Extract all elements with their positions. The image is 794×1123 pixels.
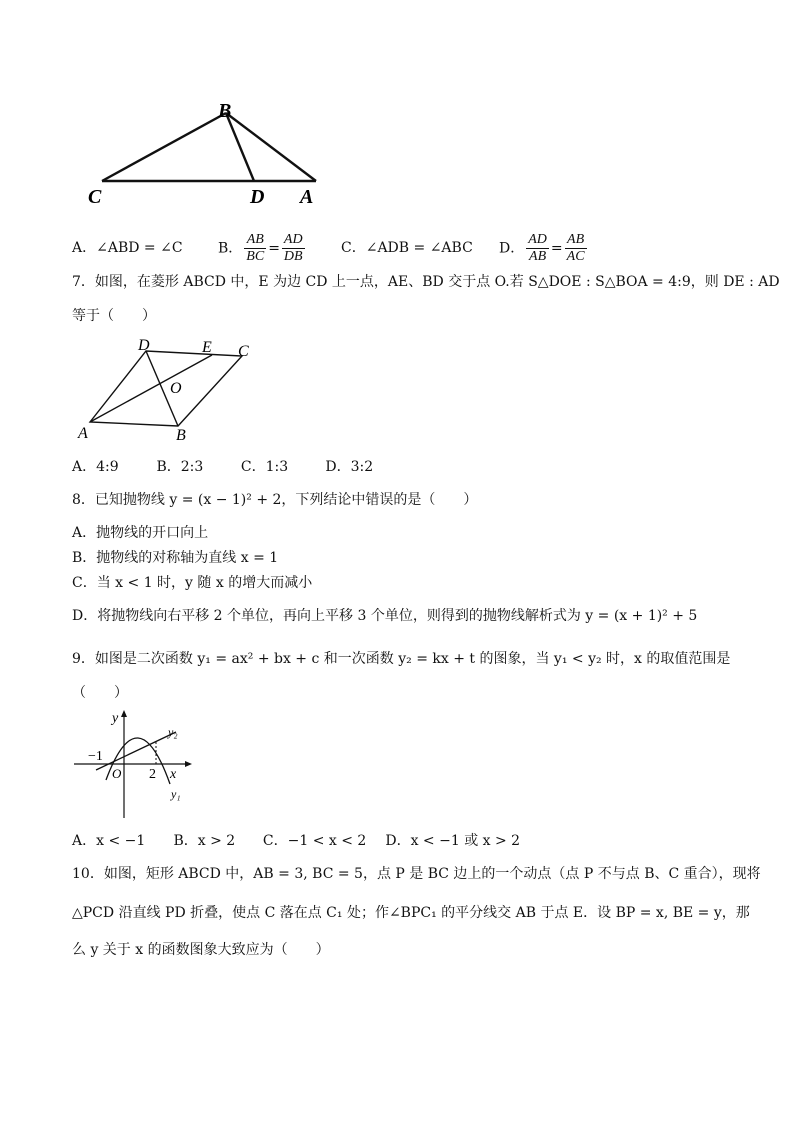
- label-D: D: [138, 337, 150, 354]
- q7-option-b: B．2:3: [156, 459, 204, 475]
- q7-stem-line1: 7．如图，在菱形 ABCD 中，E 为边 CD 上一点，AE、BD 交于点 O.若 S△DOE : S△BOA = 4:9，则 DE : AD: [72, 274, 780, 290]
- figure-q6-triangle: [80, 95, 330, 215]
- q6-option-a: A．∠ABD = ∠C: [72, 240, 183, 256]
- label-E: E: [202, 339, 212, 356]
- q6-option-b: B． $\frac{AB}{BC}$ = $\frac{AD}{DB}$: [218, 231, 303, 264]
- label-x: x: [170, 767, 177, 782]
- label-minus1: −1: [88, 749, 103, 764]
- label-two: 2: [149, 767, 156, 782]
- figure-q9-graph: [72, 706, 202, 821]
- q9-options: [72, 831, 520, 851]
- label-A: A: [300, 186, 314, 208]
- label-C: C: [88, 186, 102, 208]
- q7-stem-line2: 等于（ ）: [72, 308, 156, 324]
- label-D: D: [250, 186, 265, 208]
- label-y1: y₁: [171, 787, 181, 801]
- label-y2: y₂: [168, 725, 178, 739]
- q6-option-d: D． $\frac{AD}{AB}$ = $\frac{AB}{AC}$: [499, 231, 585, 264]
- q9-option-d: D．x < −1 或 x > 2: [385, 833, 521, 849]
- label-O: O: [170, 380, 182, 397]
- q9-stem: 9．如图是二次函数 y₁ = ax² + bx + c 和一次函数 y₂ = kx + t 的图象，当 y₁ < y₂ 时，x 的取值范围是: [72, 651, 731, 667]
- q7-option-c: C．1:3: [240, 459, 289, 475]
- q6-option-c: C．∠ADB = ∠ABC: [341, 240, 473, 256]
- q9-option-b: B．x > 2: [173, 833, 236, 849]
- label-A: A: [78, 425, 88, 442]
- q8-option-b: B．抛物线的对称轴为直线 x = 1: [72, 550, 279, 566]
- q9-paren: （ ）: [72, 685, 128, 701]
- q7-option-d: D．3:2: [325, 459, 374, 475]
- q10-stem-line1: 10．如图，矩形 ABCD 中，AB = 3, BC = 5，点 P 是 BC 边上的一个动点（点 P 不与点 B、C 重合），现将: [72, 866, 761, 882]
- label-C: C: [238, 343, 249, 360]
- label-B: B: [218, 100, 232, 122]
- q8-option-d: D．将抛物线向右平移 2 个单位，再向上平移 3 个单位，则得到的抛物线解析式为 y = (x + 1)² + 5: [72, 608, 698, 624]
- q10-stem-line2: △PCD 沿直线 PD 折叠，使点 C 落在点 C₁ 处；作∠BPC₁ 的平分线交 AB 于点 E．设 BP = x, BE = y，那: [72, 905, 750, 921]
- label-y: y: [112, 711, 119, 726]
- q8-option-a: A．抛物线的开口向上: [72, 525, 209, 541]
- label-origin: O: [112, 766, 122, 781]
- label-B: B: [176, 427, 186, 444]
- q6-options: [72, 229, 589, 267]
- q8-stem: 8．已知抛物线 y = (x − 1)² + 2，下列结论中错误的是（ ）: [72, 492, 478, 508]
- q7-options: [72, 457, 373, 477]
- q9-option-a: A．x < −1: [72, 833, 146, 849]
- q7-option-a: A．4:9: [72, 459, 119, 475]
- q9-option-c: C．−1 < x < 2: [262, 833, 367, 849]
- figure-q7-rhombus: [72, 334, 272, 446]
- q8-option-c: C．当 x < 1 时，y 随 x 的增大而减小: [72, 575, 313, 591]
- q10-stem-line3: 么 y 关于 x 的函数图象大致应为（ ）: [72, 942, 330, 958]
